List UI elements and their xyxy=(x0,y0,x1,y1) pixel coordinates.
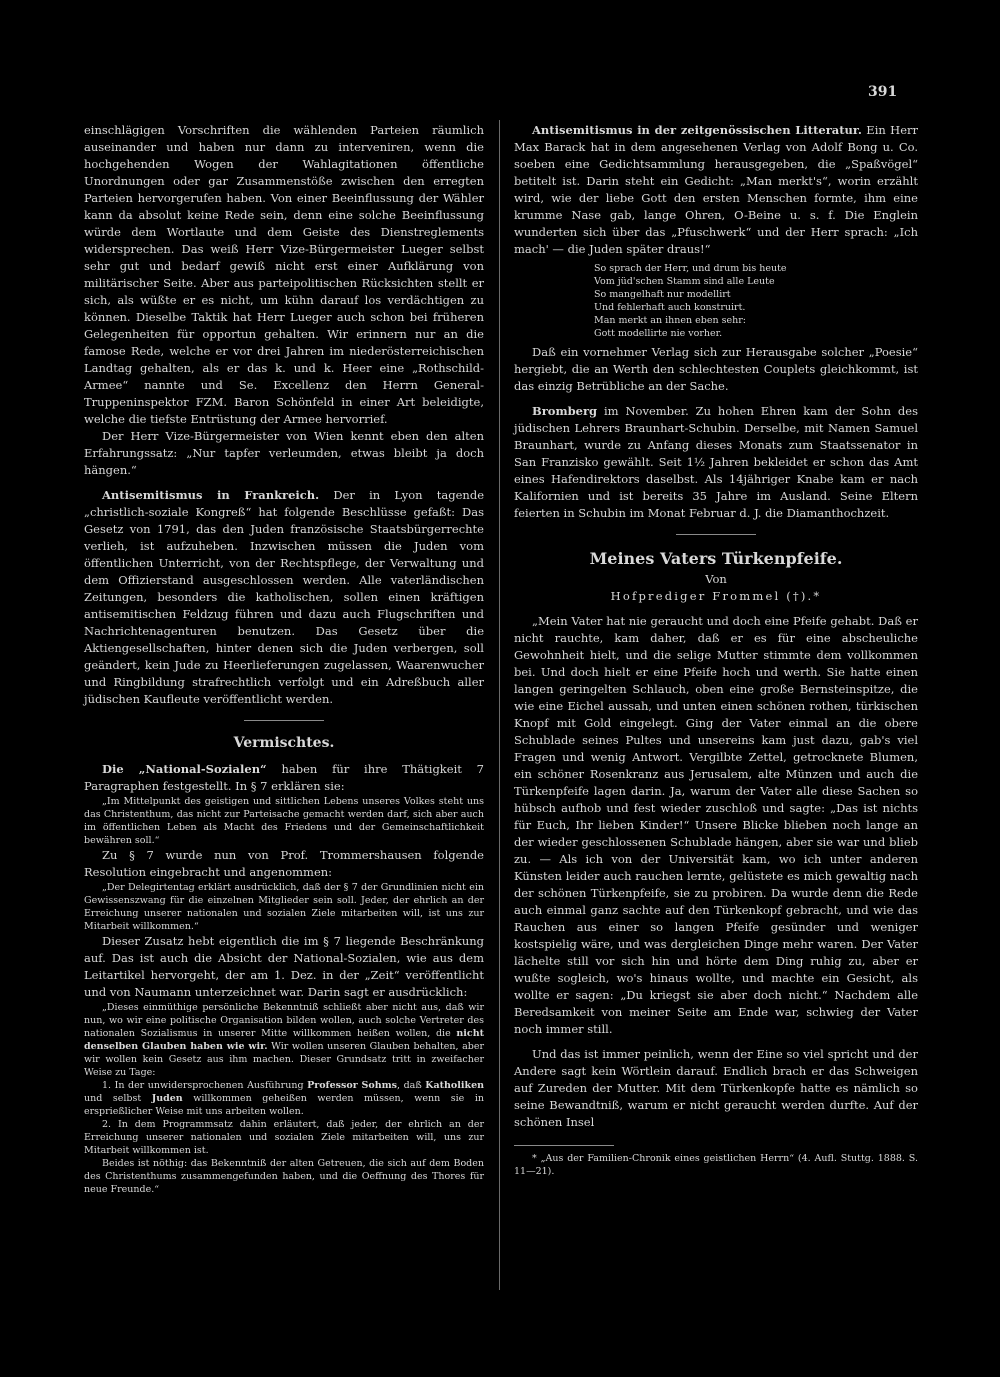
footnote: * „Aus der Familien-Chronik eines geistlichen Herrn“ (4. Aufl. Stuttg. 1888. S. 11—21). xyxy=(514,1153,918,1177)
story-title: Meines Vaters Türkenpfeife. xyxy=(589,549,843,568)
poem xyxy=(594,262,918,340)
paragraph-national-soziale-text: haben für ihre Thätigkeit 7 Paragraphen festgestellt. In § 7 erklären sie: xyxy=(84,762,484,793)
paragraph-national-soziale xyxy=(84,761,484,795)
quote-point-1-a: 1. In der unwidersprochenen Ausführung xyxy=(102,1080,308,1091)
paragraph-litteratur xyxy=(514,122,918,258)
footnote-rule xyxy=(514,1145,614,1146)
quote-point-2: 2. In dem Programmsatz dahin erläutert, daß jeder, der ehrlich an der Erreichung unserer nationalen und sozialen Ziele mitarbeiten will, uns zur Mitarbeit willkommen ist. xyxy=(84,1119,484,1156)
quote-point-1 xyxy=(84,1079,484,1118)
poem-line: So mangelhaft nur modellirt xyxy=(594,289,731,300)
page-number: 391 xyxy=(868,84,898,100)
heading-bromberg: Bromberg xyxy=(532,404,598,418)
paragraph-verleumden: Der Herr Vize-Bürgermeister von Wien kennt eben den alten Erfahrungssatz: „Nur tapfer verleumden, etwas bleibt ja doch hängen.“ xyxy=(84,429,484,477)
right-column xyxy=(514,122,918,1178)
paragraph-frankreich xyxy=(84,487,484,708)
heading-antisemitismus-frankreich: Antisemitismus in Frankreich. xyxy=(102,488,320,502)
column-divider xyxy=(499,120,500,1290)
poem-line: Gott modellirte nie vorher. xyxy=(594,328,723,339)
left-column xyxy=(84,122,484,1196)
quote-bekenntnis-c: Wir wollen unseren Glauben behalten, aber wir wollen kein Gesetz aus ihm machen. Dieser Grundsatz tritt in zweifacher Weise zu Tage: xyxy=(84,1041,484,1078)
poem-line: Und fehlerhaft auch konstruirt. xyxy=(594,302,746,313)
quote-bekenntnis-a: „Dieses einmüthige persönliche Bekenntniß schließt aber nicht aus, daß wir nun, wo wir eine politische Organisation bilden wollen, auch solche Vertreter des nationalen Sozialismus in unserer Mitte willkommen heißen wollen, die xyxy=(84,1002,484,1039)
story-byline-von: Von xyxy=(705,572,727,586)
heading-antisemitismus-litteratur: Antisemitismus in der zeitgenössischen Litteratur. xyxy=(532,123,862,137)
paragraph-verlag: Daß ein vornehmer Verlag sich zur Herausgabe solcher „Poesie“ hergiebt, die an Werth den schlechtesten Couplets gleichkommt, ist das einzig Betrübliche an der Sache. xyxy=(514,345,918,393)
quote-bekenntnis xyxy=(84,1001,484,1079)
poem-line: Vom jüd'schen Stamm sind alle Leute xyxy=(594,276,775,287)
paragraph-litteratur-text: Ein Herr Max Barack hat in dem angesehenen Verlag von Adolf Bong u. Co. soeben eine Gedichtsammlung herausgegeben, die „Spaßvögel“ betitelt ist. Darin steht ein Gedicht: „Man merkt's“, worin erzählt wird, wie der liebe Gott den ersten Menschen formte, ihm eine krumme Nase gab, lange Ohren, O-Beine u. s. f. Die Englein wunderten sich über das „Pfuschwerk“ und der Herr sprach: „Ich mach' — die Juden später draus!“ xyxy=(514,123,918,256)
quote-resolution: „Der Delegirtentag erklärt ausdrücklich, daß der § 7 der Grundlinien nicht ein Gewissenszwang für die einzelnen Mitglieder sein soll. Jeder, der ehrlich an der Erreichung unserer nationalen und sozialen Ziele mitarbeiten will, ist uns zur Mitarbeit willkommen.“ xyxy=(84,882,484,932)
quote-point-1-c: , daß xyxy=(397,1080,426,1091)
quote-point-1-juden: Juden xyxy=(151,1093,183,1104)
quote-point-1-sohm: Professor Sohms xyxy=(307,1080,398,1091)
quote-paragraph-7: „Im Mittelpunkt des geistigen und sittlichen Lebens unseres Volkes steht uns das Christenthum, das nicht zur Parteisache gemacht werden darf, sich aber auch im öffentlichen Leben als Macht des Friedens und der Gemeinschaftlichkeit bewähren soll.“ xyxy=(84,796,484,846)
section-rule xyxy=(244,720,324,721)
paragraph-bromberg-text: im November. Zu hohen Ehren kam der Sohn des jüdischen Lehrers Braunhart-Schubin. Derselbe, mit Namen Samuel Braunhart, wurde zu Anfang dieses Monats zum Staatssenator in San Franzisko gewählt. Seit 1½ Jahren bekleidet er schon das Amt eines Hafendirektors daselbst. Als 14jähriger Knabe kam er nach Kalifornien und ist bereits 35 Jahre im Ausland. Seine Eltern feierten in Schubin im Monat Februar d. J. die Diamanthochzeit. xyxy=(514,404,918,520)
quote-point-1-g: willkommen geheißen werden müssen, wenn sie in ersprießlicher Weise mit uns arbeiten wollen. xyxy=(84,1093,485,1117)
paragraph-bromberg xyxy=(514,403,918,522)
heading-national-soziale: Die „National-Sozialen“ xyxy=(102,762,267,776)
story-paragraph-1: „Mein Vater hat nie geraucht und doch eine Pfeife gehabt. Daß er nicht rauchte, kam daher, daß er es für eine abscheuliche Gewohnheit hielt, und die selige Mutter stimmte dem vollkommen bei. Und doch hielt er eine Pfeife hoch und werth. Sie hatte einen langen geringelten Schlauch, oben eine große Bernsteinspitze, die wie eine Eichel aussah, und unten einen schönen rothen, türkischen Knopf mit Gold eingelegt. Ging der Vater einmal an die obere Schublade seines Pultes und unsereins kam just dazu, gab's viel Fragen und wenig Antwort. Vergilbte Zettel, getrocknete Blumen, ein schöner Rosenkranz aus Jerusalem, alte Münzen und auch die Türkenpfeife lagen darin. Ja, warum der Vater alle diese Sachen so hübsch aufhob und fest wieder zuschloß und sagte: „Das ist nichts für Euch, Ihr lieben Kinder!“ Unsere Blicke blieben noch lange an der wieder geschlossenen Schublade hängen, aber sie war und blieb zu. — Als ich von der Universität kam, wo ich unter anderen Künsten leider auch rauchen lernte, gelüstete es mich gewaltig nach der schönen Türkenpfeife, sie zu probiren. Da wurde denn die Rede auch einmal ganz sachte auf den Türkenkopf gebracht, und wie das Rauchen aus einer so langen Pfeife gesünder und weniger kostspielig wäre, und was dergleichen Dinge mehr waren. Der Vater lächelte still vor sich hin und hörte dem Ding ruhig zu, aber er wußte sogleich, wo's hinaus wollte, und machte ein Gesicht, als wollte er sagen: „Du kriegst sie aber doch nicht.“ Nachdem alle Beredsamkeit von meiner Seite am Ende war, schwieg der Vater noch immer still. xyxy=(514,614,918,1036)
quote-point-1-katholiken: Katholiken xyxy=(425,1080,485,1091)
paragraph-frankreich-text: Der in Lyon tagende „christlich-soziale Kongreß“ hat folgende Beschlüsse gefaßt: Das Gesetz von 1791, das den Juden französische Staatsbürgerrechte verlieh, ist aufzuheben. Inzwischen müssen die Juden vom öffentlichen Unterricht, von der Rechtspflege, der Verwaltung und dem Offizierstand ausgeschlossen werden. Alle vaterländischen Zeitungen, besonders die katholischen, sollen einen kräftigen antisemitischen Feldzug führen und dazu auch Flugschriften und Nachrichtenagenturen benutzen. Das Gesetz über die Aktiengesellschaften, hinter denen sich die Juden verbergen, soll geändert, kein Jude zu Heerlieferungen zugelassen, Waarenwucher und Ringbildung strafrechtlich verfolgt und ein Adreßbuch aller jüdischen Kaufleute veröffentlicht werden. xyxy=(84,488,484,706)
paragraph-trommershausen: Zu § 7 wurde nun von Prof. Trommershausen folgende Resolution eingebracht und angenommen: xyxy=(84,848,484,879)
poem-line: So sprach der Herr, und drum bis heute xyxy=(594,263,787,274)
paragraph-lueger: einschlägigen Vorschriften die wählenden Parteien räumlich auseinander und haben nur dann zu interveniren, wenn die hochgehenden Wogen der Wahlagitationen öffentliche Unordnungen oder gar Zusammenstöße zwischen den erregten Parteien hervorgerufen haben. Von einer Beeinflussung der Wähler kann da absolut keine Rede sein, denn eine solche Beeinflussung würde dem Wortlaute und dem Geiste des Dienstreglements widersprechen. Das weiß Herr Vize-Bürgermeister Lueger selbst sehr gut und bedarf gewiß nicht erst einer Aufklärung von militärischer Seite. Aber aus parteipolitischen Rücksichten stellt er sich, als wüßte er es nicht, um kühn darauf los verdächtigen zu können. Dieselbe Taktik hat Herr Lueger auch schon bei früheren Gelegenheiten für opportun gehalten. Wir erinnern nur an die famose Rede, welche er vor drei Jahren im niederösterreichischen Landtag gehalten, als er das k. und k. Heer eine „Rothschild-Armee“ nannte und Se. Excellenz den Herrn General-Truppeninspektor FZM. Baron Schönfeld in einer Art beleidigte, welche die tiefste Entrüstung der Armee hervorrief. xyxy=(84,123,484,426)
paragraph-naumann: Dieser Zusatz hebt eigentlich die im § 7 liegende Beschränkung auf. Das ist auch die Absicht der National-Sozialen, wie aus dem Leitartikel hervorgeht, der am 1. Dez. in der „Zeit“ veröffentlicht und von Naumann unterzeichnet war. Darin sagt er ausdrücklich: xyxy=(84,934,484,999)
quote-point-1-e: und selbst xyxy=(84,1093,152,1104)
quote-beides: Beides ist nöthig: das Bekenntniß der alten Getreuen, die sich auf dem Boden des Christenthums zusammengefunden haben, und die Oeffnung des Thores für neue Freunde.“ xyxy=(84,1158,484,1195)
poem-line: Man merkt an ihnen eben sehr: xyxy=(594,315,746,326)
story-author: Hofprediger Frommel (†).* xyxy=(610,589,822,603)
section-rule xyxy=(676,534,756,535)
story-paragraph-2: Und das ist immer peinlich, wenn der Eine so viel spricht und der Andere sagt kein Wörtlein darauf. Endlich brach er das Schweigen auf Zureden der Mutter. Mit dem Türkenkopfe hatte es nämlich so seine Bewandtniß, warum er nicht geraucht werden durfte. Auf der schönen Insel xyxy=(514,1047,918,1129)
section-heading-vermischtes: Vermischtes. xyxy=(233,735,335,751)
quote-bekenntnis-bold: nicht denselben Glauben haben wie wir. xyxy=(84,1028,484,1052)
